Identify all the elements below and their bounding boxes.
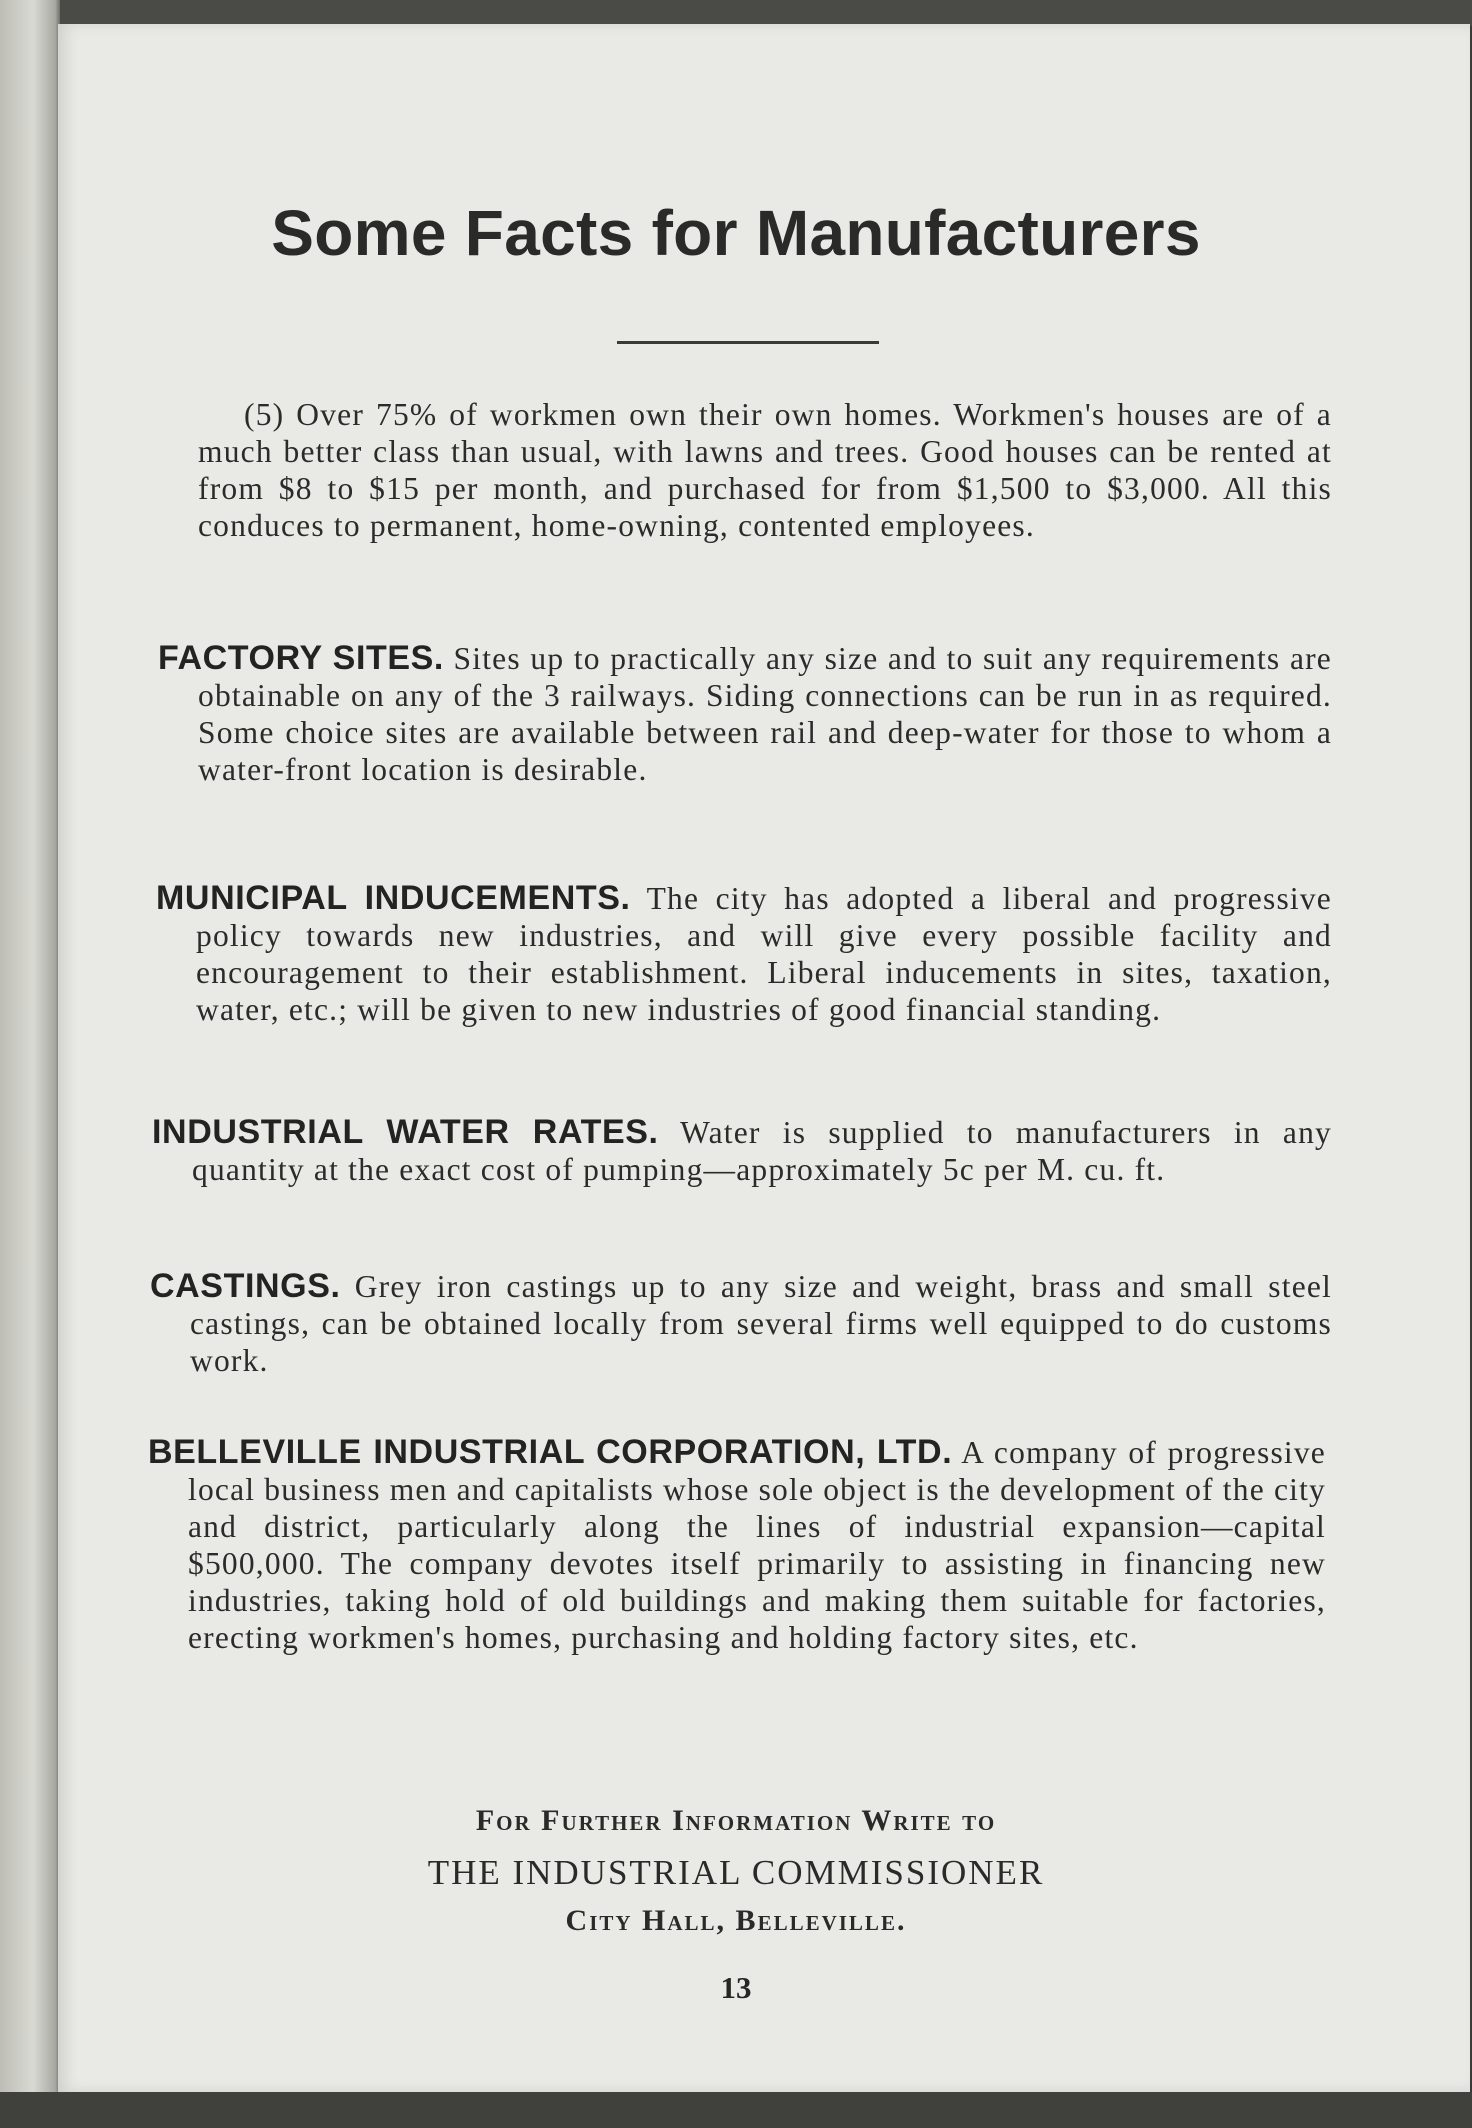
title-divider bbox=[617, 341, 879, 344]
section-heading: INDUSTRIAL WATER RATES. bbox=[152, 1113, 659, 1151]
intro-paragraph: (5) Over 75% of workmen own their own homes. Workmen's houses are of a much better class than usual, with lawns and trees. Good houses can be rented at from $8 to $15 per month, and purchased for from $1,500 to $3,000. All this conduces to permanent, home-owning, contented employees. bbox=[198, 397, 1332, 543]
section-heading: CASTINGS. bbox=[150, 1267, 341, 1305]
section-castings bbox=[150, 1267, 1333, 1379]
page-number: 13 bbox=[720, 1970, 752, 2005]
document-page bbox=[58, 24, 1470, 2092]
section-industrial-water-rates bbox=[152, 1113, 1332, 1188]
contact-line-address: City Hall, Belleville. bbox=[565, 1904, 907, 1937]
contact-line-commissioner: THE INDUSTRIAL COMMISSIONER bbox=[427, 1853, 1045, 1892]
section-body: Sites up to practically any size and to suit any requirements are obtainable on any of the 3 railways. Siding connections can be run in as required. Some choice sites are available between rail and deep-water for those to whom a water-front location is desirable. bbox=[198, 641, 1332, 787]
section-body: A company of progressive local business men and capitalists whose sole object is the development of the city and district, particularly along the lines of industrial expansion—capital $500,000. The company devotes itself primarily to assisting in financing new industries, taking hold of old buildings and making them suitable for factories, erecting workmen's homes, purchasing and holding factory sites, etc. bbox=[188, 1435, 1326, 1655]
section-heading: FACTORY SITES. bbox=[158, 639, 444, 677]
section-body: Water is supplied to manufacturers in any quantity at the exact cost of pumping—approximately 5c per M. cu. ft. bbox=[192, 1115, 1332, 1187]
section-municipal-inducements bbox=[156, 879, 1332, 1028]
section-heading: BELLEVILLE INDUSTRIAL CORPORATION, LTD. bbox=[148, 1433, 953, 1471]
section-body: The city has adopted a liberal and progressive policy towards new industries, and will give every possible facility and encouragement to their establishment. Liberal inducements in sites, taxation, water, etc.; will be given to new industries of good financial standing. bbox=[196, 881, 1332, 1027]
scan-top-edge bbox=[0, 0, 1472, 26]
section-heading: MUNICIPAL INDUCEMENTS. bbox=[156, 879, 631, 917]
page-title: Some Facts for Manufacturers bbox=[271, 197, 1201, 269]
section-body: Grey iron castings up to any size and weight, brass and small steel castings, can be obtained locally from several firms well equipped to do customs work. bbox=[190, 1269, 1333, 1378]
contact-line-intro: For Further Information Write to bbox=[475, 1804, 997, 1837]
scan-bottom-edge bbox=[0, 2092, 1472, 2128]
section-factory-sites bbox=[158, 639, 1332, 788]
section-belleville-industrial-corporation bbox=[148, 1433, 1326, 1656]
